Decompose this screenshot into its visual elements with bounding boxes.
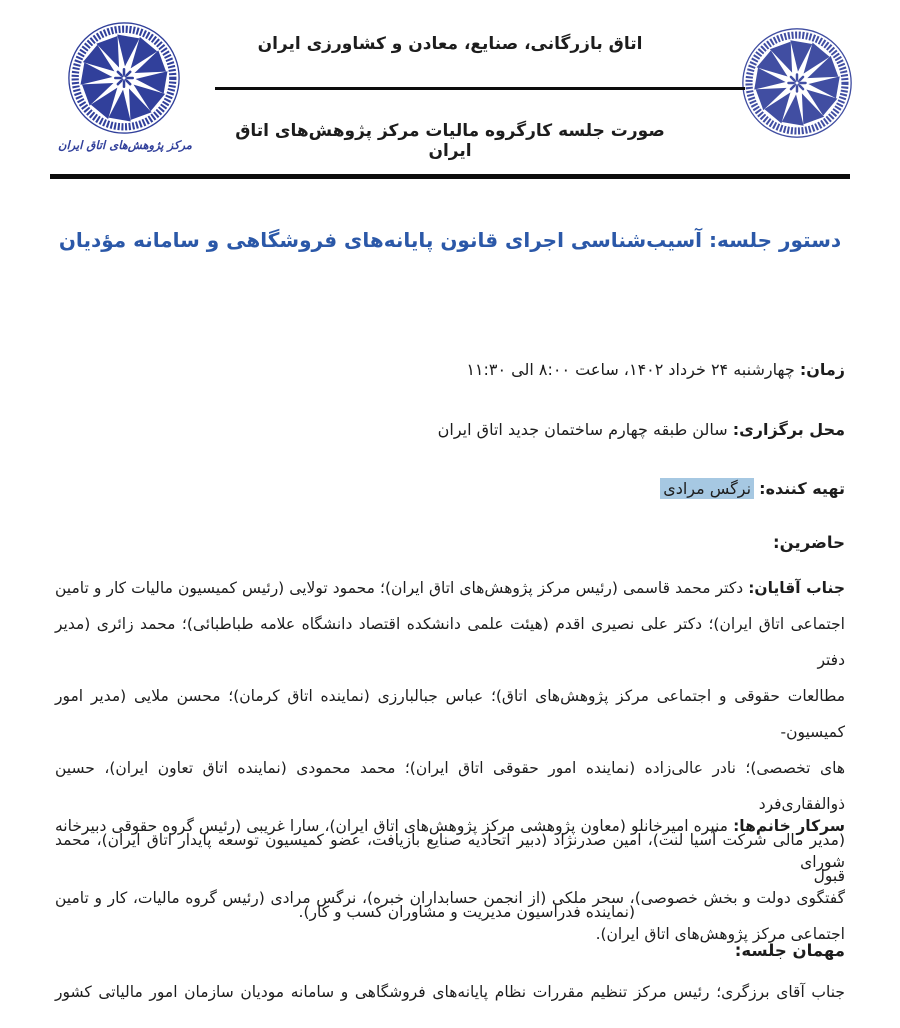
- women-line-2: گفتگوی دولت و بخش خصوصی)، سحر ملکی (از انجمن حسابداران خبره)، نرگس مرادی (رئیس گروه مالیات، کار و تامین: [55, 889, 845, 907]
- venue-label: محل برگزاری:: [732, 420, 845, 439]
- attendees-section-title: حاضرین:: [773, 533, 845, 552]
- women-line-1: [55, 808, 845, 880]
- guest-line: جناب آقای برزگری؛ رئیس مرکز تنظیم مقررات نظام پایانه‌های فروشگاهی و سامانه مودیان سازمان امور مالیاتی کشور: [55, 983, 845, 1001]
- women-label: سرکار خانم‌ها:: [733, 817, 845, 835]
- men-line-1: [55, 570, 845, 606]
- research-center-logo: [66, 20, 182, 136]
- time-label: زمان:: [799, 360, 845, 379]
- research-center-logo-caption: مرکز پژوهش‌های اتاق ایران: [58, 138, 192, 152]
- time-value: چهارشنبه ۲۴ خرداد ۱۴۰۲، ساعت ۸:۰۰ الی ۱۱:۳۰: [466, 360, 795, 379]
- venue-value: سالن طبقه چهارم ساختمان جدید اتاق ایران: [437, 420, 728, 439]
- men-line-2: اجتماعی اتاق ایران)؛ دکتر علی نصیری اقدم (هیئت علمی دانشکده اقتصاد دانشگاه علامه طباطبائی)؛ محمد زائری (مدیر دفتر: [55, 615, 845, 669]
- header-divider-line: [215, 87, 745, 90]
- organization-title: اتاق بازرگانی، صنایع، معادن و کشاورزی ایران: [257, 34, 643, 54]
- document-title: صورت جلسه کارگروه مالیات مرکز پژوهش‌های اتاق ایران: [235, 121, 665, 161]
- meeting-venue-line: [55, 420, 845, 439]
- men-line-4: های تخصصی)؛ نادر عالی‌زاده (نماینده امور حقوقی اتاق ایران)؛ محمد محمودی (نماینده اتاق تعاون ایران)، حسین ذوالفقاری‌فرد: [55, 759, 845, 813]
- preparer-line: [55, 479, 845, 498]
- men-line-5: (مدیر مالی شرکت آسیا لنت)، امین صدرنژاد (دبیر اتحادیه صنایع بازیافت، عضو کمیسیون توسعه پایدار اتاق ایران)، محمد قبول: [55, 831, 845, 885]
- men-line-1-text: دکتر محمد قاسمی (رئیس مرکز پژوهش‌های اتاق ایران)؛ محمود تولایی (رئیس کمیسیون مالیات کار و تامین: [55, 579, 744, 597]
- guest-section-title: مهمان جلسه:: [734, 941, 845, 960]
- agenda-title: دستور جلسه: آسیب‌شناسی اجرای قانون پایانه‌های فروشگاهی و سامانه مؤدیان: [58, 228, 842, 252]
- chamber-emblem-icon: [740, 26, 854, 140]
- women-line-3: اجتماعی مرکز پژوهش‌های اتاق ایران).: [595, 925, 845, 943]
- men-line-6: (نماینده فدراسیون مدیریت و مشاوران کسب و کار).: [298, 903, 635, 921]
- header-rule: [50, 174, 850, 179]
- preparer-name-highlighted: نرگس مرادی: [660, 478, 754, 499]
- men-line-3: مطالعات حقوقی و اجتماعی مرکز پژوهش‌های اتاق)؛ عباس جبالبارزی (نماینده اتاق کرمان)؛ محسن ملایی (مدیر امور کمیسیون-: [55, 687, 845, 741]
- chamber-of-commerce-logo: [740, 26, 854, 140]
- preparer-label: تهیه کننده:: [759, 479, 845, 498]
- women-line-1-text: منیره امیرخانلو (معاون پژوهشی مرکز پژوهش‌های اتاق ایران)، سارا غریبی (رئیس گروه حقوقی دبیرخانه شورای: [55, 817, 845, 871]
- attendees-women-paragraph: [55, 808, 845, 952]
- meeting-time-line: [55, 360, 845, 379]
- men-label: جناب آقایان:: [748, 579, 845, 597]
- research-center-emblem-icon: [66, 20, 182, 136]
